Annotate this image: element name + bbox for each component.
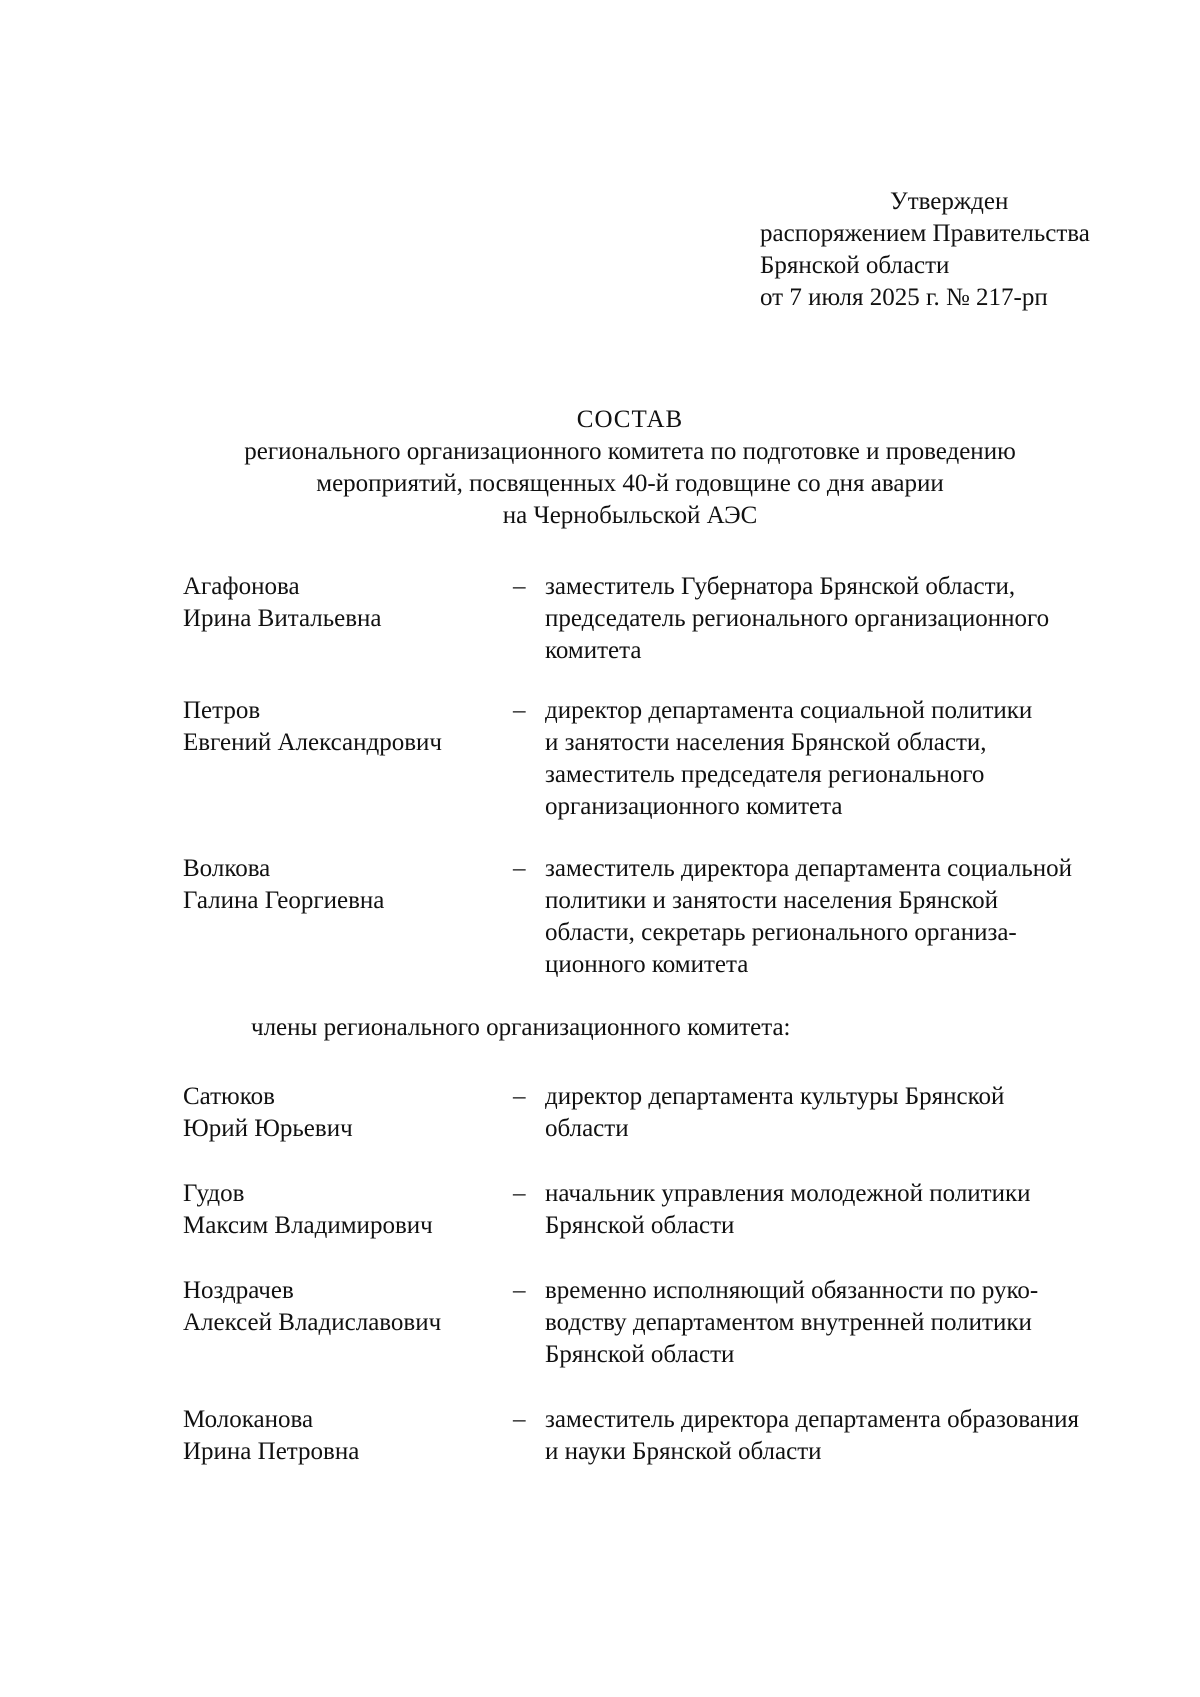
members-heading: члены регионального организационного комитета: [251, 1014, 791, 1041]
role-line: комитета [545, 637, 642, 664]
separator-dash: – [513, 573, 526, 600]
role-line: заместитель директора департамента социальной [545, 855, 1072, 882]
separator-dash: – [513, 697, 526, 724]
role-line: организационного комитета [545, 793, 843, 820]
member-given-names: Ирина Витальевна [183, 605, 382, 632]
member-surname: Петров [183, 697, 261, 724]
member-given-names: Ирина Петровна [183, 1438, 360, 1465]
member-given-names: Юрий Юрьевич [183, 1115, 353, 1142]
role-line: и науки Брянской области [545, 1438, 822, 1465]
role-line: области [545, 1115, 629, 1142]
member-role [545, 1404, 1145, 1468]
role-line: Брянской области [545, 1212, 735, 1239]
title-line-2: мероприятий, посвященных 40-й годовщине со дня аварии [316, 470, 944, 497]
role-line: директор департамента культуры Брянской [545, 1083, 1005, 1110]
member-given-names: Максим Владимирович [183, 1212, 433, 1239]
approval-date-number: от 7 июля 2025 г. № 217-рп [760, 284, 1048, 311]
member-surname: Ноздрачев [183, 1277, 294, 1304]
member-surname: Сатюков [183, 1083, 275, 1110]
member-name [183, 1404, 503, 1468]
separator-dash: – [513, 1180, 526, 1207]
separator-dash: – [513, 1277, 526, 1304]
member-given-names: Алексей Владиславович [183, 1309, 442, 1336]
member-name [183, 1081, 503, 1145]
member-name [183, 695, 503, 759]
member-role [545, 1275, 1145, 1371]
member-surname: Гудов [183, 1180, 245, 1207]
role-line: области, секретарь регионального организа- [545, 919, 1017, 946]
role-line: Брянской области [545, 1341, 735, 1368]
member-role [545, 695, 1145, 823]
role-line: заместитель председателя регионального [545, 761, 985, 788]
title-line-3: на Чернобыльской АЭС [502, 502, 758, 529]
document-title [130, 404, 1130, 532]
role-line: заместитель Губернатора Брянской области, [545, 573, 1016, 600]
role-line: и занятости населения Брянской области, [545, 729, 987, 756]
member-name [183, 571, 503, 635]
member-given-names: Евгений Александрович [183, 729, 442, 756]
role-line: временно исполняющий обязанности по руко- [545, 1277, 1039, 1304]
member-surname: Волкова [183, 855, 271, 882]
approval-region: Брянской области [760, 252, 950, 279]
role-line: политики и занятости населения Брянской [545, 887, 998, 914]
member-role [545, 1178, 1145, 1242]
role-line: начальник управления молодежной политики [545, 1180, 1031, 1207]
member-role [545, 853, 1145, 981]
member-name [183, 1178, 503, 1242]
separator-dash: – [513, 1406, 526, 1433]
separator-dash: – [513, 1083, 526, 1110]
member-role [545, 571, 1145, 667]
member-surname: Молоканова [183, 1406, 314, 1433]
title-heading: СОСТАВ [576, 406, 684, 433]
role-line: директор департамента социальной политики [545, 697, 1033, 724]
role-line: ционного комитета [545, 951, 749, 978]
role-line: заместитель директора департамента образования [545, 1406, 1080, 1433]
member-name [183, 1275, 503, 1339]
role-line: председатель регионального организационного [545, 605, 1050, 632]
member-surname: Агафонова [183, 573, 300, 600]
approval-authority: распоряжением Правительства [760, 220, 1090, 247]
title-line-1: регионального организационного комитета по подготовке и проведению [244, 438, 1016, 465]
approval-stamp [760, 186, 1180, 314]
approval-label: Утвержден [890, 188, 1009, 215]
member-name [183, 853, 503, 917]
member-given-names: Галина Георгиевна [183, 887, 385, 914]
role-line: водству департаментом внутренней политики [545, 1309, 1032, 1336]
separator-dash: – [513, 855, 526, 882]
member-role [545, 1081, 1145, 1145]
